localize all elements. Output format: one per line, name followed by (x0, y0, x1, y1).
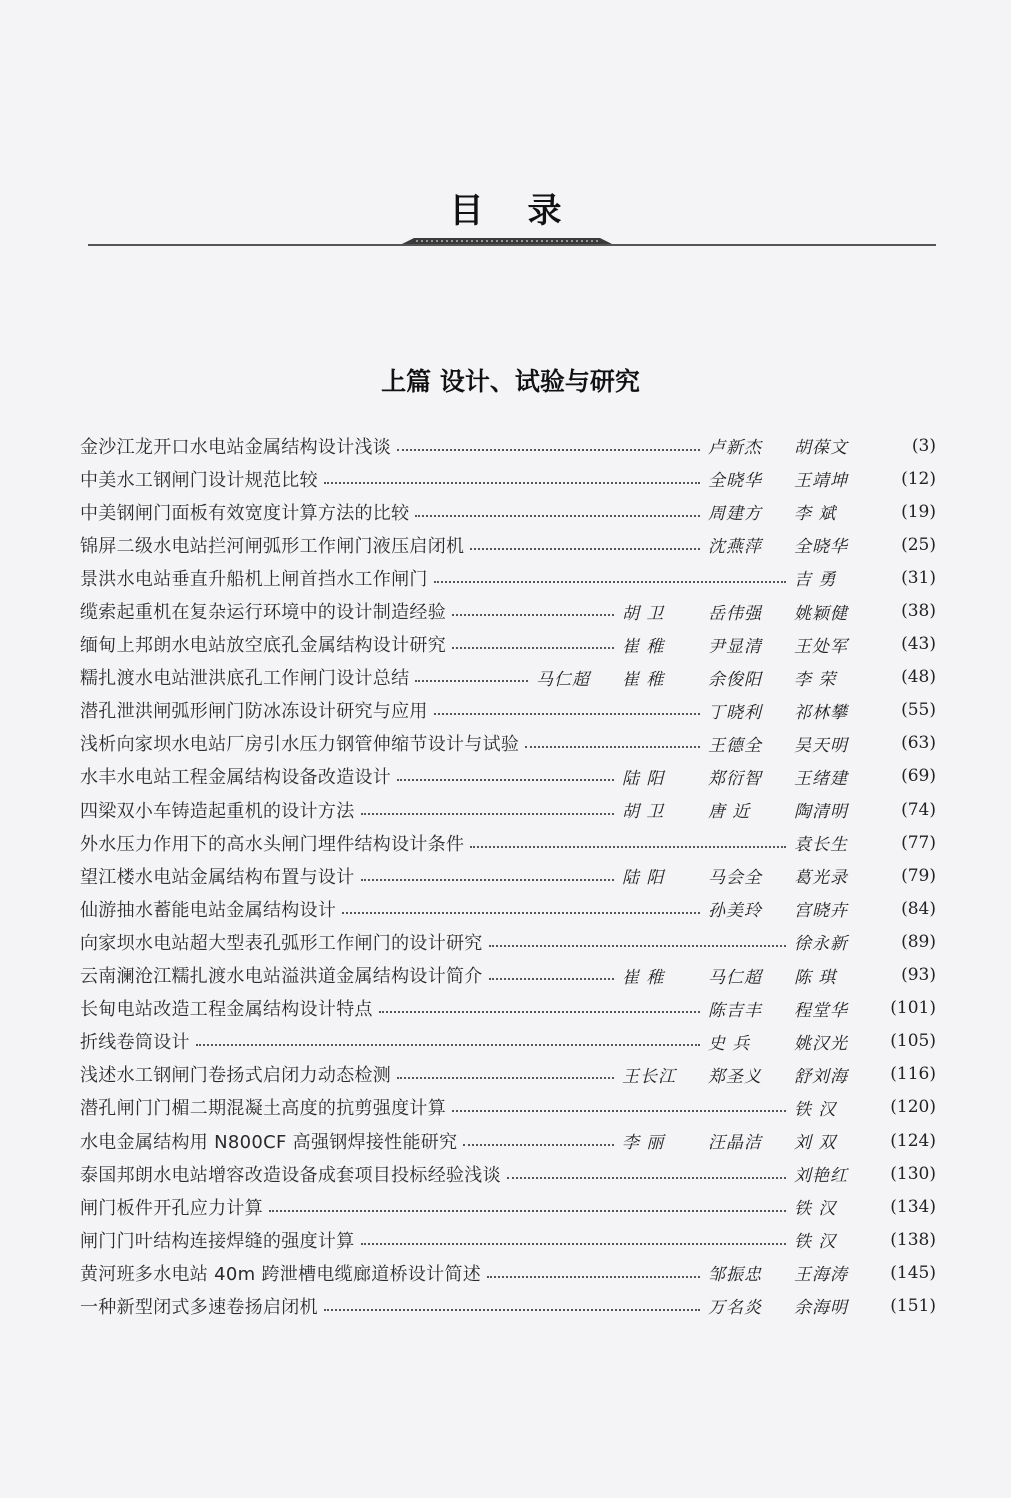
toc-entry-author: 史 兵 (708, 1033, 751, 1054)
toc-entry-page: (93) (901, 965, 936, 986)
toc-entry-authors (622, 632, 874, 657)
toc-entry-page: (55) (901, 700, 936, 721)
toc-entry-author: 丁晓利 (708, 702, 762, 723)
toc-entry-author: 邹振忠 (708, 1265, 762, 1286)
toc-entry[interactable] (80, 992, 936, 1025)
toc-entry-author: 李 丽 (622, 1133, 665, 1154)
dot-leader (397, 449, 700, 451)
toc-entry-authors (622, 797, 874, 822)
toc-entry-author: 陈吉丰 (708, 1000, 762, 1021)
toc-entry-author: 陆 阳 (622, 868, 665, 889)
dot-leader (489, 945, 786, 947)
dot-leader (525, 746, 700, 748)
toc-entry-page: (79) (901, 865, 936, 886)
toc-entry-page: (43) (901, 634, 936, 655)
toc-entry-author: 葛光录 (794, 868, 848, 889)
toc-entry-title: 望江楼水电站金属结构布置与设计 (80, 866, 355, 888)
toc-entry-title: 仙游抽水蓄能电站金属结构设计 (80, 899, 337, 921)
toc-entry-title: 缅甸上邦朗水电站放空底孔金属结构设计研究 (80, 635, 446, 657)
dot-leader (415, 680, 528, 682)
toc-entry[interactable] (80, 1289, 936, 1322)
toc-entry[interactable] (80, 594, 936, 627)
toc-entry-authors (536, 665, 874, 690)
dot-leader (452, 1110, 786, 1112)
toc-entry[interactable] (80, 661, 936, 694)
toc-entry-author: 程堂华 (794, 1000, 848, 1021)
toc-entry-title: 锦屏二级水电站拦河闸弧形工作闸门液压启闭机 (80, 535, 465, 557)
toc-entry-authors (708, 433, 874, 458)
toc-entry[interactable] (80, 462, 936, 495)
toc-entry-title: 中美水工钢闸门设计规范比较 (80, 469, 318, 491)
toc-entry-title: 水电金属结构用 N800CF 高强钢焊接性能研究 (80, 1131, 458, 1153)
toc-entry-title: 外水压力作用下的高水头闸门埋件结构设计条件 (80, 833, 465, 855)
toc-entry-authors (794, 1095, 874, 1120)
toc-entry-page: (145) (890, 1262, 936, 1283)
toc-entry-authors (622, 599, 874, 624)
page-title: 目录 (449, 191, 606, 231)
toc-entry[interactable] (80, 1025, 936, 1058)
toc-entry-author: 马会全 (708, 868, 762, 889)
toc-entry[interactable] (80, 760, 936, 793)
toc-entry[interactable] (80, 727, 936, 760)
toc-list (80, 429, 936, 1323)
toc-entry-author: 陶清明 (794, 802, 848, 823)
toc-entry[interactable] (80, 694, 936, 727)
toc-entry-title: 潜孔泄洪闸弧形闸门防冰冻设计研究与应用 (80, 701, 428, 723)
toc-entry-authors (794, 830, 874, 855)
toc-entry-author: 尹显清 (708, 636, 762, 657)
toc-entry-author: 郑圣义 (708, 1066, 762, 1087)
section-heading: 上篇 设计、试验与研究 (381, 367, 640, 396)
toc-entry-title: 一种新型闭式多速卷扬启闭机 (80, 1296, 318, 1318)
toc-entry-title: 糯扎渡水电站泄洪底孔工作闸门设计总结 (80, 668, 410, 690)
toc-entry-title: 长甸电站改造工程金属结构设计特点 (80, 999, 373, 1021)
toc-entry-page: (151) (890, 1295, 936, 1316)
dot-leader (507, 1177, 786, 1179)
dot-leader (196, 1044, 700, 1046)
toc-entry-authors (622, 764, 874, 789)
toc-entry[interactable] (80, 793, 936, 826)
dot-leader (487, 1276, 700, 1278)
toc-entry-author: 唐 近 (708, 802, 751, 823)
toc-entry-author: 胡 卫 (622, 802, 665, 823)
toc-entry-author: 孙美玲 (708, 901, 762, 922)
toc-entry-authors (708, 698, 874, 723)
toc-entry-author: 吉 勇 (794, 570, 837, 591)
toc-entry[interactable] (80, 1058, 936, 1091)
dot-leader (470, 548, 700, 550)
toc-entry-author: 姚颖健 (794, 603, 848, 624)
toc-entry-authors (708, 1260, 874, 1285)
toc-entry-page: (3) (911, 435, 936, 456)
toc-entry-author: 李 荣 (794, 669, 837, 690)
toc-entry-title: 浅述水工钢闸门卷扬式启闭力动态检测 (80, 1065, 392, 1087)
toc-entry-author: 余海明 (794, 1298, 848, 1319)
toc-entry-page: (120) (890, 1097, 936, 1118)
toc-entry-title: 缆索起重机在复杂运行环境中的设计制造经验 (80, 602, 446, 624)
dot-leader (269, 1210, 786, 1212)
toc-entry-author: 吴天明 (794, 735, 848, 756)
toc-entry-page: (74) (901, 799, 936, 820)
toc-entry-title: 折线卷筒设计 (80, 1032, 190, 1054)
toc-entry-author: 姚汉光 (794, 1033, 848, 1054)
toc-entry-author: 马仁超 (536, 669, 590, 690)
toc-entry-authors (708, 1293, 874, 1318)
toc-entry-author: 全晓华 (708, 471, 762, 492)
toc-entry-authors (622, 1128, 874, 1153)
toc-entry-page: (31) (901, 567, 936, 588)
toc-entry-authors (794, 1194, 874, 1219)
divider-ornament (402, 236, 612, 246)
toc-entry-page: (124) (890, 1130, 936, 1151)
toc-entry-author: 王处军 (794, 636, 848, 657)
toc-entry[interactable] (80, 1091, 936, 1124)
dot-leader (470, 846, 786, 848)
toc-entry[interactable] (80, 892, 936, 925)
toc-entry-authors (622, 963, 874, 988)
toc-entry-title: 向家坝水电站超大型表孔弧形工作闸门的设计研究 (80, 932, 483, 954)
toc-entry-author: 王靖坤 (794, 471, 848, 492)
toc-entry-title: 闸门门叶结构连接焊缝的强度计算 (80, 1230, 355, 1252)
toc-entry-author: 崔 稚 (622, 669, 665, 690)
dot-leader (361, 879, 615, 881)
toc-entry-author: 周建方 (708, 504, 762, 525)
dot-leader (324, 1309, 700, 1311)
toc-entry-title: 泰国邦朗水电站增容改造设备成套项目投标经验浅谈 (80, 1164, 501, 1186)
toc-entry-authors (708, 499, 874, 524)
toc-entry-author: 王德全 (708, 735, 762, 756)
toc-entry[interactable] (80, 1223, 936, 1256)
toc-entry-author: 祁林攀 (794, 702, 848, 723)
toc-entry[interactable] (80, 561, 936, 594)
toc-entry-authors (794, 929, 874, 954)
toc-entry-authors (708, 466, 874, 491)
toc-entry-page: (77) (901, 832, 936, 853)
toc-entry-title: 景洪水电站垂直升船机上闸首挡水工作闸门 (80, 568, 428, 590)
toc-entry-page: (84) (901, 898, 936, 919)
toc-entry-author: 铁 汉 (794, 1099, 837, 1120)
dot-leader (434, 581, 786, 583)
dot-leader (415, 515, 700, 517)
toc-entry-title: 中美钢闸门面板有效宽度计算方法的比较 (80, 502, 410, 524)
toc-entry-author: 崔 稚 (622, 967, 665, 988)
toc-entry[interactable] (80, 1157, 936, 1190)
toc-entry[interactable] (80, 429, 936, 462)
toc-entry[interactable] (80, 925, 936, 958)
toc-entry-author: 王海涛 (794, 1265, 848, 1286)
toc-entry[interactable] (80, 1190, 936, 1223)
toc-entry-author: 王绪建 (794, 768, 848, 789)
dot-leader (434, 713, 700, 715)
toc-entry-authors (708, 731, 874, 756)
toc-entry-page: (38) (901, 601, 936, 622)
toc-entry-authors (708, 896, 874, 921)
toc-entry[interactable] (80, 959, 936, 992)
toc-entry[interactable] (80, 826, 936, 859)
toc-entry-author: 袁长生 (794, 835, 848, 856)
toc-entry-author: 岳伟强 (708, 603, 762, 624)
toc-entry[interactable] (80, 628, 936, 661)
toc-entry-authors (794, 565, 874, 590)
toc-entry-author: 崔 稚 (622, 636, 665, 657)
toc-entry[interactable] (80, 859, 936, 892)
toc-entry-title: 金沙江龙开口水电站金属结构设计浅谈 (80, 436, 392, 458)
toc-entry-author: 万名炎 (708, 1298, 762, 1319)
toc-entry-authors (794, 1227, 874, 1252)
toc-entry-author: 铁 汉 (794, 1232, 837, 1253)
toc-entry-authors (708, 996, 874, 1021)
toc-entry-page: (134) (890, 1196, 936, 1217)
toc-entry-author: 郑衍智 (708, 768, 762, 789)
dot-leader (324, 482, 700, 484)
toc-entry[interactable] (80, 1256, 936, 1289)
dot-leader (342, 912, 700, 914)
dot-leader (397, 779, 614, 781)
toc-entry[interactable] (80, 1124, 936, 1157)
toc-entry-author: 余俊阳 (708, 669, 762, 690)
toc-entry-author: 全晓华 (794, 537, 848, 558)
toc-entry-author: 宫晓卉 (794, 901, 848, 922)
dot-leader (452, 647, 614, 649)
toc-entry-author: 胡 卫 (622, 603, 665, 624)
toc-entry-author: 铁 汉 (794, 1199, 837, 1220)
toc-entry[interactable] (80, 495, 936, 528)
toc-entry-title: 黄河班多水电站 40m 跨泄槽电缆廊道桥设计简述 (80, 1263, 482, 1285)
toc-entry-page: (63) (901, 733, 936, 754)
toc-entry-page: (25) (901, 534, 936, 555)
toc-entry-authors (708, 1029, 874, 1054)
toc-entry-page: (12) (901, 468, 936, 489)
toc-entry-page: (116) (890, 1064, 936, 1085)
toc-entry-title: 潜孔闸门门楣二期混凝土高度的抗剪强度计算 (80, 1098, 446, 1120)
dot-leader (361, 813, 615, 815)
toc-entry-author: 汪晶洁 (708, 1133, 762, 1154)
toc-entry-page: (101) (890, 998, 936, 1019)
toc-entry-author: 舒刘海 (794, 1066, 848, 1087)
toc-entry-authors (794, 1161, 874, 1186)
toc-entry-author: 刘艳红 (794, 1166, 848, 1187)
dot-leader (489, 978, 614, 980)
toc-entry-page: (138) (890, 1229, 936, 1250)
toc-entry-page: (130) (890, 1163, 936, 1184)
toc-entry-page: (48) (901, 667, 936, 688)
toc-entry-page: (105) (890, 1031, 936, 1052)
toc-entry-author: 卢新杰 (708, 438, 762, 459)
toc-entry-title: 云南澜沧江糯扎渡水电站溢洪道金属结构设计简介 (80, 966, 483, 988)
dot-leader (463, 1144, 614, 1146)
dot-leader (379, 1011, 700, 1013)
dot-leader (361, 1243, 787, 1245)
toc-entry-title: 四梁双小车铸造起重机的设计方法 (80, 800, 355, 822)
toc-entry-author: 胡葆文 (794, 438, 848, 459)
toc-entry-author: 马仁超 (708, 967, 762, 988)
toc-entry-author: 陈 琪 (794, 967, 837, 988)
toc-entry-authors (622, 1062, 874, 1087)
toc-entry-author: 王长江 (622, 1066, 676, 1087)
toc-entry-author: 徐永新 (794, 934, 848, 955)
toc-entry-authors (708, 532, 874, 557)
toc-entry-authors (622, 863, 874, 888)
toc-entry-author: 刘 双 (794, 1133, 837, 1154)
toc-entry-page: (69) (901, 766, 936, 787)
toc-entry-title: 闸门板件开孔应力计算 (80, 1197, 263, 1219)
toc-entry-page: (19) (901, 501, 936, 522)
dot-leader (397, 1077, 614, 1079)
dot-leader (452, 614, 614, 616)
toc-entry-author: 陆 阳 (622, 768, 665, 789)
toc-entry-author: 沈燕萍 (708, 537, 762, 558)
toc-entry-page: (89) (901, 931, 936, 952)
toc-entry-author: 李 斌 (794, 504, 837, 525)
toc-entry-title: 浅析向家坝水电站厂房引水压力钢管伸缩节设计与试验 (80, 734, 520, 756)
toc-entry[interactable] (80, 528, 936, 561)
toc-entry-title: 水丰水电站工程金属结构设备改造设计 (80, 767, 392, 789)
